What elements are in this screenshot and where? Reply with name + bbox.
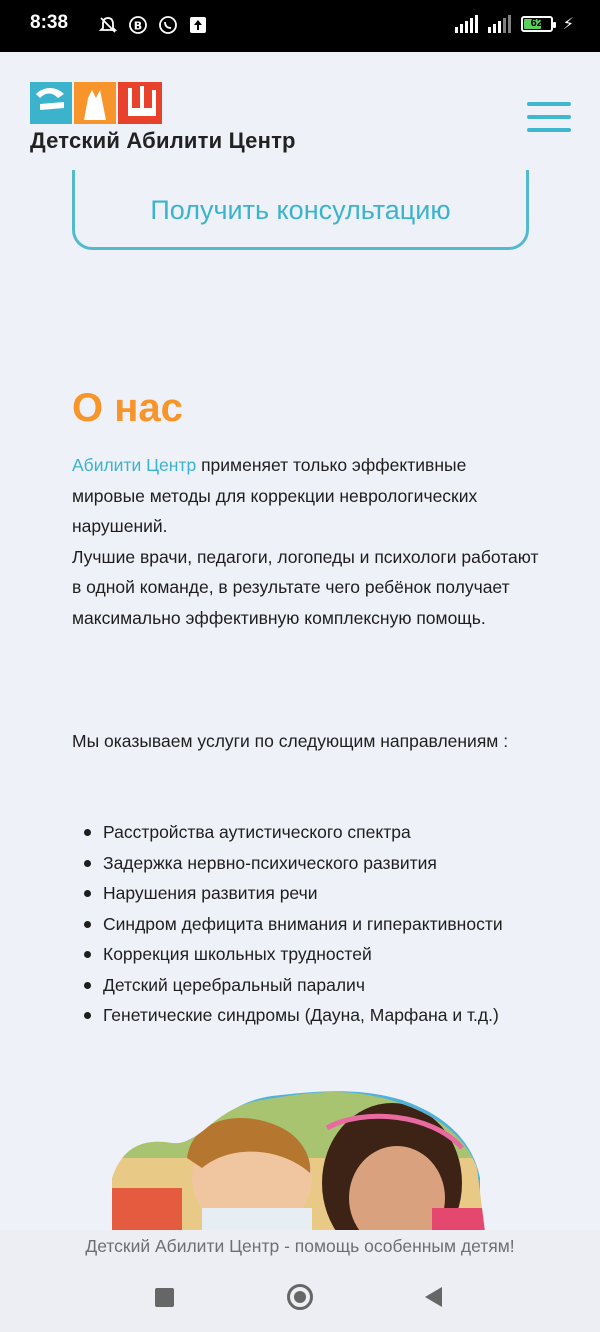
children-photo [112, 1088, 487, 1248]
list-item: Задержка нервно-психического развития [72, 848, 532, 879]
about-paragraph-2: Лучшие врачи, педагоги, логопеды и психологи работают [72, 546, 539, 567]
list-item: Генетические синдромы (Дауна, Марфана и т.д.) [72, 1000, 532, 1031]
recents-button[interactable] [155, 1288, 174, 1307]
bullet-icon [84, 829, 91, 836]
consultation-button[interactable]: Получить консультацию [72, 170, 529, 250]
b-circle-icon [127, 14, 149, 36]
list-item: Нарушения развития речи [72, 878, 532, 909]
bullet-icon [84, 860, 91, 867]
logo-text[interactable]: Детский Абилити Центр [30, 128, 296, 153]
upload-icon [187, 14, 209, 36]
signal-icon-2 [488, 15, 511, 33]
status-time: 8:38 [30, 12, 69, 33]
about-text [72, 450, 542, 633]
about-paragraph-3: в одной команде, в результате чего ребёнок получает максимально эффективную комплексную помощь. [72, 577, 510, 628]
ability-center-link[interactable]: Абилити Центр [72, 455, 197, 475]
whatsapp-icon [157, 14, 179, 36]
bullet-icon [84, 890, 91, 897]
hamburger-menu-button[interactable] [527, 102, 571, 134]
charging-icon: ⚡ [562, 14, 574, 33]
list-item: Синдром дефицита внимания и гиперактивности [72, 909, 532, 940]
bullet-icon [84, 982, 91, 989]
home-button[interactable] [287, 1284, 313, 1310]
services-list [72, 817, 532, 1031]
services-intro: Мы оказываем услуги по следующим направлениям : [72, 731, 509, 751]
bullet-icon [84, 951, 91, 958]
list-item: Коррекция школьных трудностей [72, 939, 532, 970]
back-button[interactable] [425, 1287, 442, 1307]
about-paragraph-1: применяет только эффективные мировые методы для коррекции неврологических нарушений. [72, 455, 478, 536]
list-item: Расстройства аутистического спектра [72, 817, 532, 848]
footer-banner-text: Детский Абилити Центр - помощь особенным детям! [85, 1236, 515, 1256]
bullet-icon [84, 921, 91, 928]
list-item: Детский церебральный паралич [72, 970, 532, 1001]
status-bar [0, 0, 600, 52]
logo-icon[interactable] [30, 80, 162, 126]
bullet-icon [84, 1012, 91, 1019]
mute-bell-icon [97, 14, 119, 36]
battery-icon: 62 [521, 16, 553, 32]
svg-text:B: B [133, 19, 143, 33]
signal-icon [455, 15, 478, 33]
about-title: О нас [72, 386, 183, 430]
